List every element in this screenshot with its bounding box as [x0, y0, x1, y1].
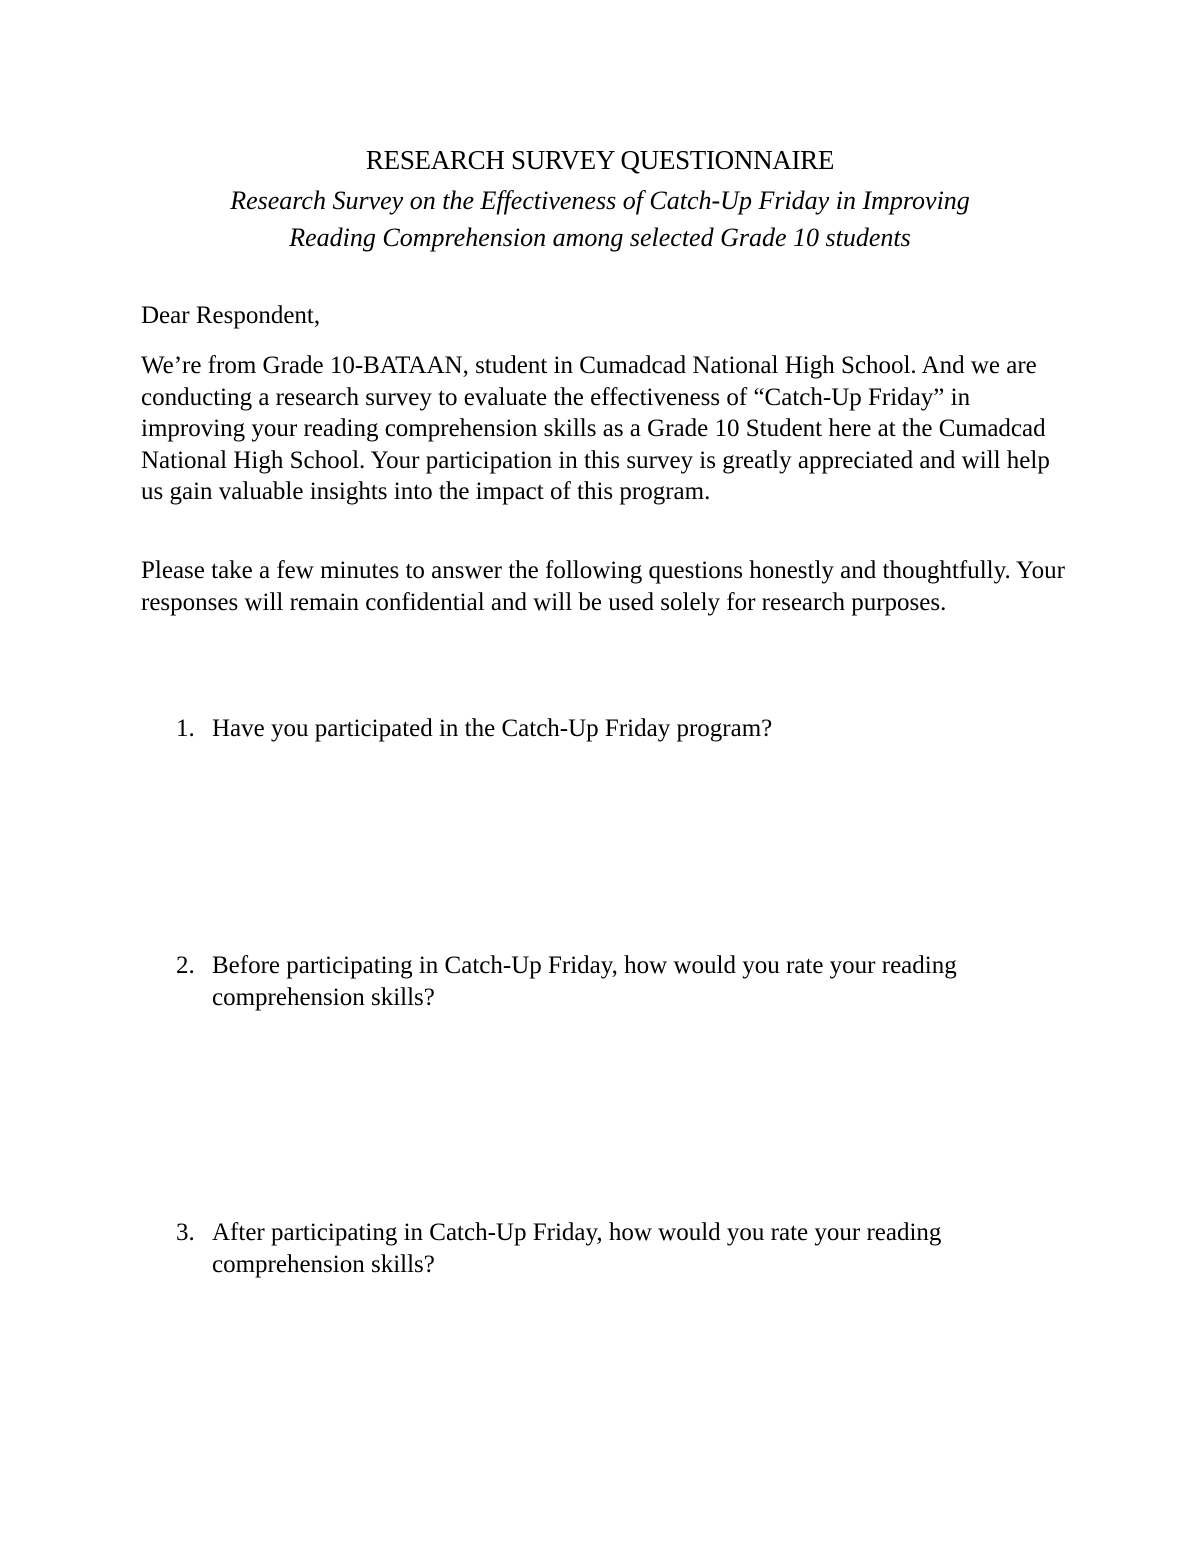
intro-paragraph: We’re from Grade 10-BATAAN, student in Cumadcad National High School. And we are conducting a research survey to evaluate the effectiveness of “Catch-Up Friday” in improving your reading comprehension skills as a Grade 10 Student here at the Cumadcad National High School. Your participation in this survey is greatly appreciated and will help us gain valuable insights into the impact of this program. — [141, 352, 1050, 505]
question-text: After participating in Catch-Up Friday, how would you rate your reading comprehension skills? — [212, 1219, 942, 1278]
question-number: 1. — [176, 715, 195, 742]
subtitle-line-2: Reading Comprehension among selected Grade 10 students — [289, 223, 911, 252]
question-number: 2. — [176, 952, 195, 979]
instructions-paragraph: Please take a few minutes to answer the following questions honestly and thoughtfully. Your responses will remain confidential and will be used solely for research purposes. — [141, 557, 1065, 616]
question-3 — [176, 1217, 1076, 1280]
salutation: Dear Respondent, — [141, 302, 321, 329]
question-text: Have you participated in the Catch-Up Friday program? — [212, 715, 773, 742]
question-number: 3. — [176, 1219, 195, 1246]
subtitle-line-1: Research Survey on the Effectiveness of Catch-Up Friday in Improving — [230, 186, 970, 215]
question-1 — [176, 713, 1076, 745]
question-2 — [176, 950, 1076, 1013]
document-title: RESEARCH SURVEY QUESTIONNAIRE — [365, 145, 835, 175]
question-text: Before participating in Catch-Up Friday, how would you rate your reading comprehension skills? — [212, 952, 957, 1011]
document-subtitle — [0, 182, 1200, 256]
